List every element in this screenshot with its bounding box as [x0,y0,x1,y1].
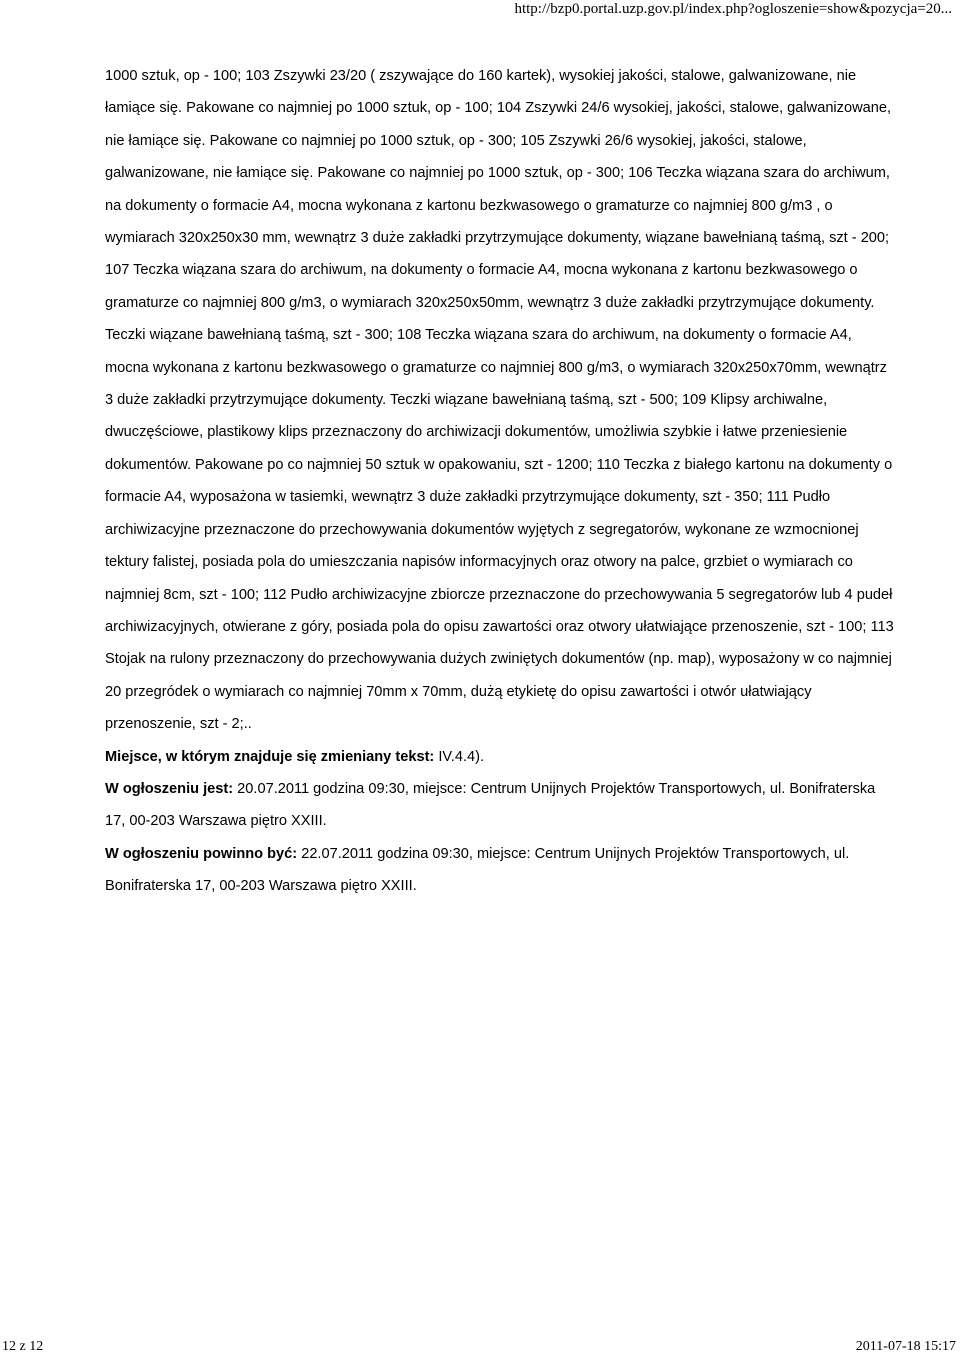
field-current-value: 20.07.2011 godzina 09:30, miejsce: Centrum Unijnych Projektów Transportowych, ul. Bonifraterska 17, 00-203 Warszawa piętro XXIII. [105,780,876,830]
field-location-label: Miejsce, w którym znajduje się zmieniany tekst: [105,748,435,765]
field-current [105,773,895,838]
notice-content [105,60,895,903]
footer-page-number: 12 z 12 [2,1339,44,1354]
field-current-label: W ogłoszeniu jest: [105,780,234,797]
print-header-url: http://bzp0.portal.uzp.gov.pl/index.php?ogloszenie=show&pozycja=20... [514,1,952,17]
field-location [105,741,895,773]
field-corrected-label: W ogłoszeniu powinno być: [105,845,298,862]
notice-body-text: 1000 sztuk, op - 100; 103 Zszywki 23/20 ( zszywające do 160 kartek), wysokiej jakości, stalowe, galwanizowane, nie łamiące się. Pakowane co najmniej po 1000 sztuk, op - 100; 104 Zszywki 24/6 wysokiej, jakości, stalowe, galwanizowane, nie łamiące się. Pakowane co najmniej po 1000 sztuk, op - 300; 105 Zszywki 26/6 wysokiej, jakości, stalowe, galwanizowane, nie łamiące się. Pakowane co najmniej po 1000 sztuk, op - 300; 106 Teczka wiązana szara do archiwum, na dokumenty o formacie A4, mocna wykonana z kartonu bezkwasowego o gramaturze co najmniej 800 g/m3 , o wymiarach 320x250x30 mm, wewnątrz 3 duże zakładki przytrzymujące dokumenty, wiązane bawełnianą taśmą, szt - 200; 107 Teczka wiązana szara do archiwum, na dokumenty o formacie A4, mocna wykonana z kartonu bezkwasowego o gramaturze co najmniej 800 g/m3, o wymiarach 320x250x50mm, wewnątrz 3 duże zakładki przytrzymujące dokumenty. Teczki wiązane bawełnianą taśmą, szt - 300; 108 Teczka wiązana szara do archiwum, na dokumenty o formacie A4, mocna wykonana z kartonu bezkwasowego o gramaturze co najmniej 800 g/m3, o wymiarach 320x250x70mm, wewnątrz 3 duże zakładki przytrzymujące dokumenty. Teczki wiązane bawełnianą taśmą, szt - 500; 109 Klipsy archiwalne, dwuczęściowe, plastikowy klips przeznaczony do archiwizacji dokumentów, umożliwia szybkie i łatwe przeniesienie dokumentów. Pakowane po co najmniej 50 sztuk w opakowaniu, szt - 1200; 110 Teczka z białego kartonu na dokumenty o formacie A4, wyposażona w tasiemki, wewnątrz 3 duże zakładki przytrzymujące dokumenty, szt - 350; 111 Pudło archiwizacyjne przeznaczone do przechowywania dokumentów wyjętych z segregatorów, wykonane ze wzmocnionej tektury falistej, posiada pola do umieszczania napisów informacyjnych oraz otwory na palce, grzbiet o wymiarach co najmniej 8cm, szt - 100; 112 Pudło archiwizacyjne zbiorcze przeznaczone do przechowywania 5 segregatorów lub 4 pudeł archiwizacyjnych, otwierane z góry, posiada pola do opisu zawartości oraz otwory ułatwiające przenoszenie, szt - 100; 113 Stojak na rulony przeznaczony do przechowywania dużych zwiniętych dokumentów (np. map), wyposażony w co najmniej 20 przegródek o wymiarach co najmniej 70mm x 70mm, dużą etykietę do opisu zawartości i otwór ułatwiający przenoszenie, szt - 2;.. [105,68,894,733]
field-corrected-value: 22.07.2011 godzina 09:30, miejsce: Centrum Unijnych Projektów Transportowych, ul. Bonifraterska 17, 00-203 Warszawa piętro XXIII. [105,845,850,895]
footer-datetime: 2011-07-18 15:17 [855,1339,956,1354]
field-corrected [105,838,895,903]
field-location-value: IV.4.4). [438,748,485,765]
